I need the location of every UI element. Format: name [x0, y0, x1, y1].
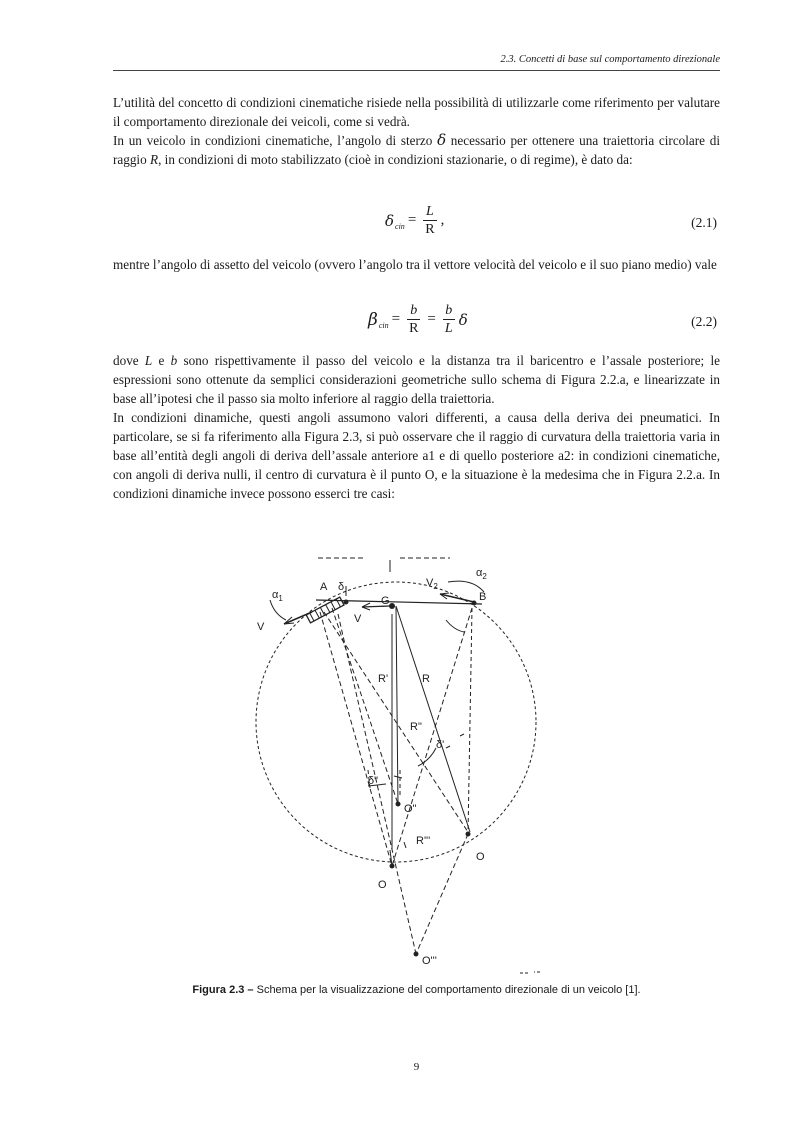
paragraph-4-part-b: e [152, 353, 171, 368]
eq2-denominator-2: L [444, 321, 453, 336]
point-o-double [396, 802, 401, 807]
paragraph-2-part-b: necessario per ottenere una traiettoria circolare di raggio [113, 133, 721, 167]
eq2-numerator-2: b [445, 303, 453, 318]
paragraph-1 [113, 93, 720, 169]
point-o-prime [466, 832, 471, 837]
vehicle-schema-figure [250, 548, 540, 976]
equation-2-2 [113, 302, 720, 346]
paragraph-2 [113, 131, 720, 169]
eq2-number: (2.2) [691, 314, 717, 329]
label-r-prime: R' [378, 673, 389, 685]
label-g: G [381, 595, 390, 607]
front-to-o-line [320, 612, 392, 866]
label-o: O [378, 879, 387, 891]
label-delta-prime: δ' [436, 739, 445, 751]
front-to-o-double-line [332, 608, 398, 804]
point-o [390, 864, 395, 869]
rear-angle-arc [446, 620, 464, 632]
wheelbase-symbol: L [144, 353, 153, 368]
radius-r-line [396, 606, 398, 806]
paragraph-1-text: L’utilità del concetto di condizioni cinematiche risiede nella possibilità di utilizzarle come riferimento per valutare il comportamento direzionale dei veicoli, come si vedrà. [113, 95, 720, 129]
rear-radius-line [468, 608, 472, 834]
eq2-equals-2: = [427, 311, 436, 327]
delta-symbol: δ [437, 131, 447, 149]
eq1-comma: , [440, 212, 445, 228]
label-r-double: R" [410, 721, 422, 733]
label-r-triple: R''' [416, 835, 431, 847]
page-number: 9 [413, 1061, 420, 1073]
eq1-lhs: δ [385, 211, 395, 230]
point-b [472, 601, 477, 606]
rear-to-o-triple-line [416, 834, 468, 954]
paragraph-5: In condizioni dinamiche, questi angoli assumono valori differenti, a causa della deriva dei pneumatici. In particolare, se si fa riferimento alla Figura 2.3, si può osservare che il raggio di curvatura della traiettoria varia in base all’entità degli angoli di deriva dell’assale anteriore a1 e di quello posteriore a2: in condizioni cinematiche, con angoli di deriva nulli, il centro di curvatura è il punto O, e la situazione è la medesima che in Figura 2.2.a. In condizioni dinamiche invece possono esserci tre casi: [113, 410, 720, 501]
eq2-delta: δ [458, 310, 468, 329]
radius-r2-line [396, 606, 470, 832]
caption-text: Schema per la visualizzazione del comportamento direzionale di un veicolo [1]. [253, 984, 641, 996]
paragraph-4-5 [113, 351, 720, 503]
paragraph-4-part-a: dove [113, 353, 145, 368]
rear-to-o-line [392, 608, 472, 866]
eq1-denominator: R [425, 222, 435, 237]
eq2-lhs: β [368, 309, 378, 330]
label-o-prime: O [476, 851, 485, 863]
paragraph-3: mentre l’angolo di assetto del veicolo (ovvero l’angolo tra il vettore velocità del veicolo e il suo piano medio) vale [113, 257, 717, 272]
r-triple-tick [404, 842, 406, 848]
point-delta-anchor [344, 600, 349, 605]
figure-caption [113, 984, 720, 996]
paragraph-4 [113, 351, 720, 408]
vehicle-axis [316, 600, 482, 604]
label-a: A [320, 581, 328, 593]
label-b: B [479, 591, 487, 603]
eq2-lhs-sub: cin [378, 321, 389, 330]
running-header: 2.3. Concetti di base sul comportamento direzionale [500, 54, 720, 65]
label-v: V [354, 613, 362, 625]
eq2-denominator-1: R [409, 321, 419, 336]
figure-points [344, 600, 477, 957]
eq2-fraction-1 [407, 302, 420, 337]
paragraph-2-part-c: , in condizioni di moto stabilizzato (cioè in condizioni stazionarie, o di regime), è dato da: [158, 152, 633, 167]
eq2-equals-1: = [391, 311, 401, 327]
label-alpha2: $\alpha_2$ [476, 567, 487, 581]
header-rule [113, 70, 720, 71]
paragraph-2-part-a: In un veicolo in condizioni cinematiche, l’angolo di sterzo [113, 133, 438, 148]
label-o-double: O" [404, 803, 417, 815]
eq1-number: (2.1) [691, 215, 717, 230]
label-delta-double: δ" [368, 775, 379, 787]
label-alpha1: $\alpha_1$ [272, 589, 283, 603]
eq1-equals: = [407, 212, 417, 228]
alpha1-arc [270, 600, 286, 620]
eq2-numerator-1: b [410, 303, 418, 318]
delta-prime-arrow [460, 734, 464, 736]
bottom-scale-dashes [520, 972, 540, 973]
point-g [389, 603, 395, 609]
label-v-front: V [257, 621, 265, 633]
label-o-triple: O''' [422, 955, 437, 967]
radius-symbol: R [150, 152, 159, 167]
eq1-numerator: L [426, 204, 434, 219]
caption-label: Figura 2.3 – [192, 984, 254, 996]
eq1-lhs-sub: cin [395, 222, 405, 231]
eq2-fraction-2 [443, 302, 455, 337]
equation-2-1 [113, 203, 720, 247]
label-delta: δ [338, 581, 345, 593]
rear-distance-symbol: b [170, 353, 178, 368]
label-v2: $V_2$ [426, 577, 438, 591]
label-r: R [422, 673, 430, 685]
eq1-fraction [423, 203, 436, 238]
point-o-triple [414, 952, 419, 957]
paragraph-4-part-c: sono rispettivamente il passo del veicolo e la distanza tra il baricentro e l’assale posteriore; le espressioni sono ottenute da semplici considerazioni geometriche sullo schema di Figura 2.2.a, e linearizzate in base all’ipotesi che il passo sia molto inferiore al raggio della traiettoria. [113, 353, 721, 406]
